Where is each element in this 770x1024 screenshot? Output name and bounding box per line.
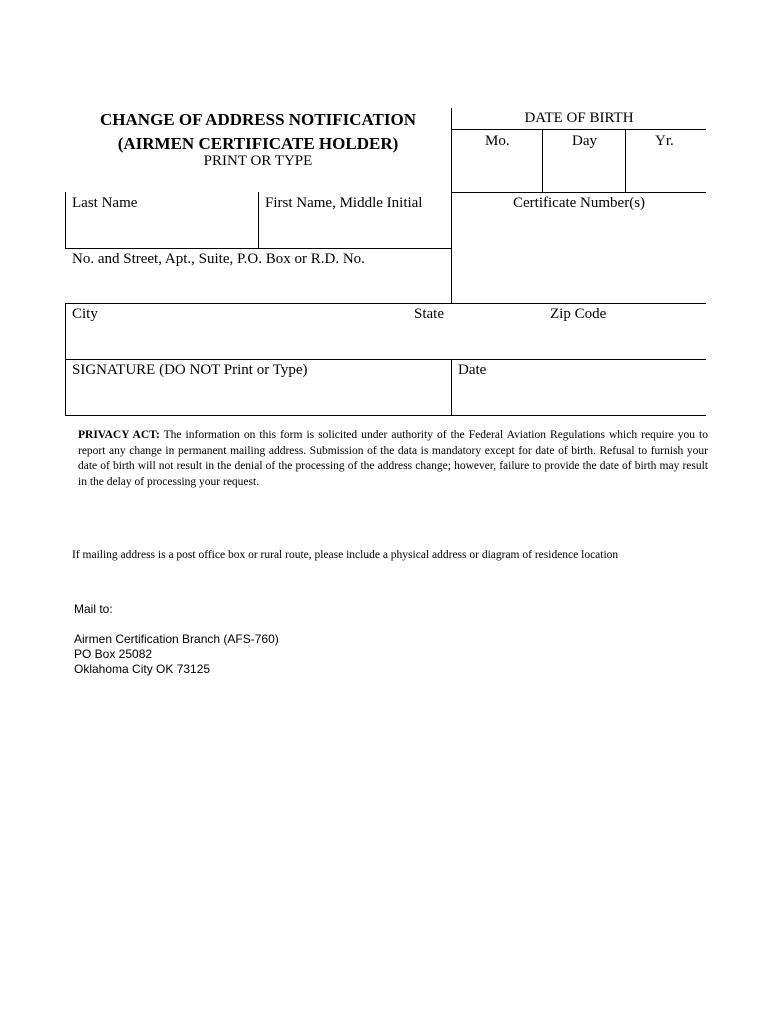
dob-divider-2 <box>625 129 626 192</box>
first-name-field[interactable]: First Name, Middle Initial <box>265 195 423 211</box>
form-title-line2: (AIRMEN CERTIFICATE HOLDER) <box>117 134 399 153</box>
form-subtitle: PRINT OR TYPE <box>203 153 313 169</box>
form-title-line1: CHANGE OF ADDRESS NOTIFICATION <box>100 110 416 129</box>
dob-title: DATE OF BIRTH <box>524 110 634 126</box>
mail-to-label: Mail to: <box>74 602 113 616</box>
city-row-left-border <box>65 303 66 359</box>
dob-month-field[interactable]: Mo. <box>485 133 510 149</box>
last-name-field[interactable]: Last Name <box>72 195 138 211</box>
mail-address-line2: PO Box 25082 <box>74 647 153 661</box>
name-row-divider <box>258 192 259 248</box>
mail-address-line3: Oklahoma City OK 73125 <box>74 662 211 676</box>
zip-code-field[interactable]: Zip Code <box>550 306 607 322</box>
date-field[interactable]: Date <box>458 362 487 378</box>
signature-row-divider <box>451 359 452 415</box>
dob-year-field[interactable]: Yr. <box>655 133 674 149</box>
state-field[interactable]: State <box>414 306 444 322</box>
name-row-left-border <box>65 192 66 248</box>
signature-field[interactable]: SIGNATURE (DO NOT Print or Type) <box>72 362 308 378</box>
privacy-act-statement <box>78 428 708 490</box>
city-field[interactable]: City <box>72 306 98 322</box>
privacy-act-text: The information on this form is solicited under authority of the Federal Aviation Regulations which require you to report any change in permanent mailing address. Submission of the data is mandatory except for date of birth. Refusal to furnish your date of birth will not result in the denial of the processing of the address change; however, failure to provide the date of birth may result in the delay of processing your request. <box>78 429 708 488</box>
dob-divider-1 <box>542 129 543 192</box>
mailing-address-note: If mailing address is a post office box or rural route, please include a physical address or diagram of residence location <box>72 549 619 561</box>
dob-bottom-rule <box>452 192 706 193</box>
mail-address-line1: Airmen Certification Branch (AFS-760) <box>74 632 279 646</box>
certificate-number-field[interactable]: Certificate Number(s) <box>513 195 646 211</box>
signature-row-left-border <box>65 359 66 415</box>
street-row-bottom-rule <box>65 303 706 304</box>
name-row-bottom-rule <box>65 248 452 249</box>
city-row-bottom-rule <box>65 359 706 360</box>
divider-vertical-main <box>451 108 452 304</box>
privacy-act-heading: PRIVACY ACT: <box>78 429 160 441</box>
dob-day-field[interactable]: Day <box>572 133 597 149</box>
signature-row-bottom-rule <box>65 415 706 416</box>
dob-top-rule <box>452 129 706 130</box>
street-address-field[interactable]: No. and Street, Apt., Suite, P.O. Box or R.D. No. <box>72 251 365 267</box>
